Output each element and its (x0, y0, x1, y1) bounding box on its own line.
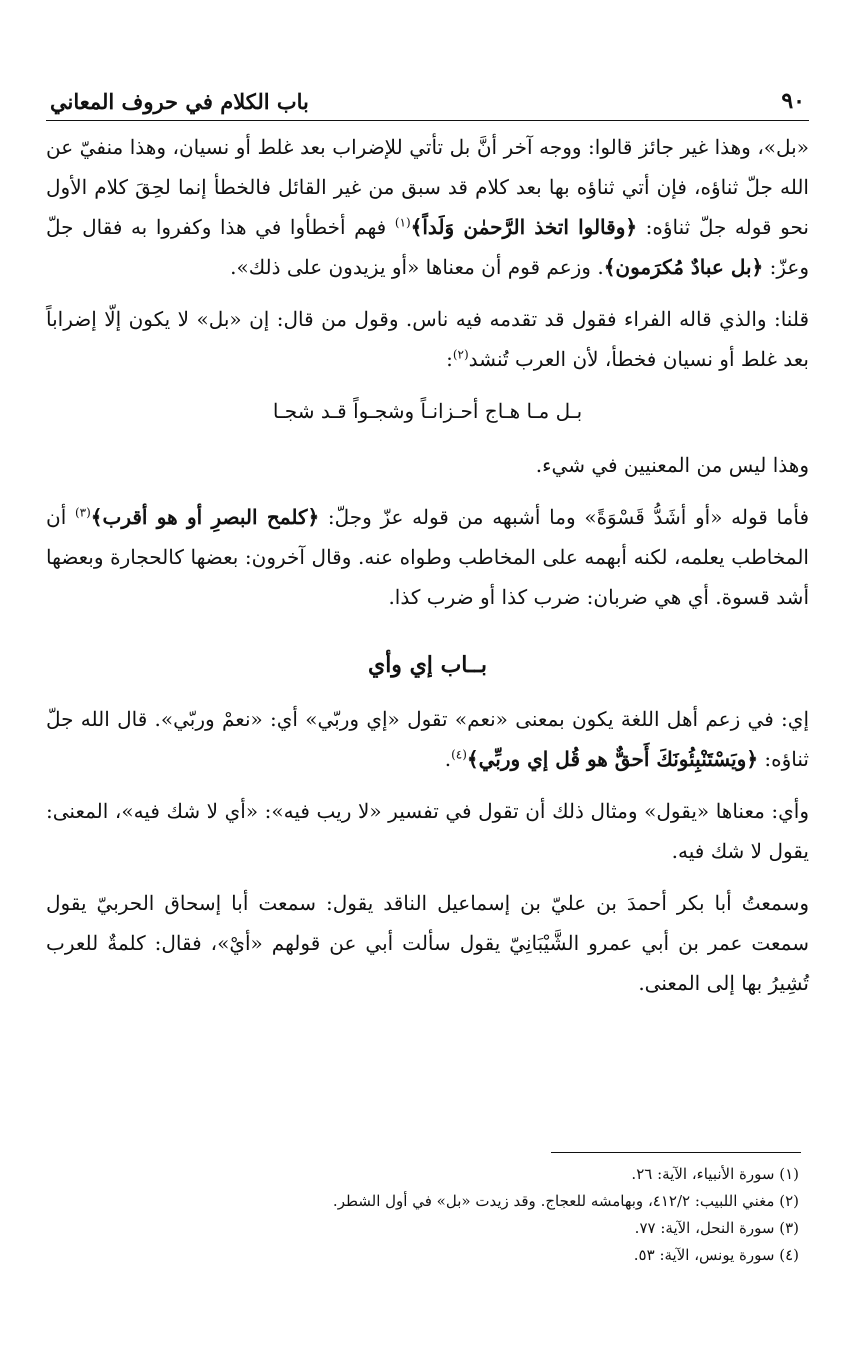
footnote-divider (551, 1152, 801, 1153)
paragraph-2 (46, 299, 809, 379)
p1-text-a: «بل»، وهذا غير جائز قالوا: ووجه آخر أنَّ بل تأتي للإضراب بعد غلط أو نسيان، وهذا منفيّ عن الله جلّ ثناؤه، فإن أتي ثناؤه بها بعد كلام قد سبق من غير القائل فالخطأ إنما لحِقَ كلام الأول نحو قوله جلّ ثناؤه: (46, 135, 809, 239)
paragraph-5 (46, 699, 809, 779)
poetry-verse: بـل مـا هـاج أحـزانـاً وشجـواً قـد شجـا (272, 399, 583, 423)
footnotes-section (46, 1152, 809, 1269)
footnote-ref-2: (٢) (452, 347, 469, 362)
paragraph-4 (46, 497, 809, 617)
p4-text-a: فأما قوله «أو أشَدُّ قَسْوَةً» وما أشبهه من قوله عزّ وجلّ: (319, 505, 810, 529)
p5-text-b: . (444, 747, 452, 771)
footnote-ref-1: (١) (394, 215, 411, 230)
p2-text-a: قلنا: والذي قاله الفراء فقول قد تقدمه فيه ناس. وقول من قال: إن «بل» لا يكون إلّا إضراباً بعد غلط أو نسيان فخطأ، لأن العرب تُنشد (46, 307, 809, 371)
p4-text-b: أن المخاطب يعلمه، لكنه أبهمه على المخاطب وطواه عنه. وقال آخرون: بعضها كالحجارة وبعضها أشد قسوة. أي هي ضربان: ضرب كذا أو ضرب كذا. (46, 505, 809, 609)
paragraph-3: وهذا ليس من المعنيين في شيء. (535, 453, 809, 477)
chapter-title: بــاب إي وأي (367, 652, 488, 678)
footnote-2: (٢) مغني اللبيب: ٤١٢/٢، وبهامشه للعجاج. وقد زيدت «بل» في أول الشطر. (332, 1192, 799, 1210)
p5-text-a: إي: في زعم أهل اللغة يكون بمعنى «نعم» تقول «إي وربّي» أي: «نعمْ وربّي». قال الله جلّ ثناؤه: (46, 707, 809, 771)
running-title: باب الكلام في حروف المعاني (50, 89, 309, 114)
paragraph-6: وأي: معناها «يقول» ومثال ذلك أن تقول في تفسير «لا ريب فيه»: «أي لا شك فيه»، المعنى: يقول لا شك فيه. (46, 799, 809, 863)
footnote-ref-4: (٤) (451, 747, 467, 762)
quran-quote-2: ﴿بل عبادٌ مُكرَمون﴾ (603, 255, 764, 279)
quran-quote-1: ﴿وقالوا اتخذ الرَّحمٰن وَلَداً﴾ (410, 215, 638, 239)
page-number: ٩٠ (781, 88, 805, 114)
p2-text-b: : (446, 347, 453, 371)
footnote-ref-3: (٣) (74, 505, 91, 520)
p1-text-b: فهم أخطأوا في هذا وكفروا به فقال جلّ وعزّ: (46, 215, 809, 279)
footnote-4: (٤) سورة يونس، الآية: ٥٣. (633, 1246, 799, 1264)
p1-text-c: . وزعم قوم أن معناها «أو يزيدون على ذلك». (230, 255, 604, 279)
quran-quote-3: ﴿كلمح البصرِ أو هو أقرب﴾ (90, 505, 320, 529)
paragraph-7: وسمعتُ أبا بكر أحمدَ بن عليّ بن إسماعيل الناقد يقول: سمعت أبا إسحاق الحربيّ يقول سمعت عمر بن أبي عمرو الشَّيْبَانِيّ يقول سألت أبي عن قولهم «أيْ»، فقال: كلمةٌ للعرب تُشِيرُ بها إلى المعنى. (46, 891, 809, 995)
paragraph-1 (46, 127, 809, 287)
book-page (46, 78, 810, 1264)
page-header (46, 78, 809, 121)
footnote-3: (٣) سورة النحل، الآية: ٧٧. (634, 1219, 799, 1237)
quran-quote-4: ﴿ويَسْتَنْبِئُونَكَ أَحقٌّ هو قُل إي وربِّي﴾ (466, 747, 759, 771)
footnote-1: (١) سورة الأنبياء، الآية: ٢٦. (631, 1165, 799, 1183)
